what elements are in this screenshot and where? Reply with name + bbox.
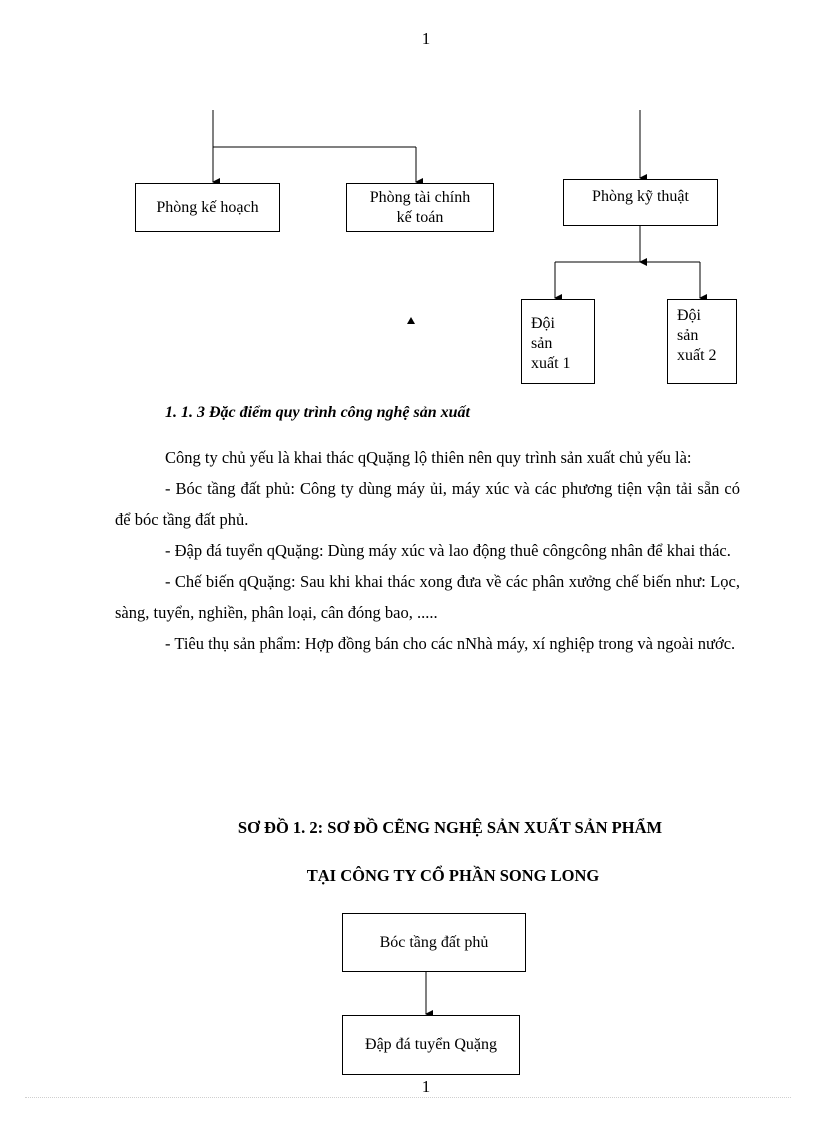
diagram-title-line1: SƠ ĐỒ 1. 2: SƠ ĐỒ CẼNG NGHỆ SẢN XUẤT SẢN PHẨM — [237, 818, 663, 837]
box-team2 — [667, 299, 737, 384]
box-step-crushing — [342, 1015, 520, 1075]
box-step-crushing-label: Đập đá tuyển Quặng — [365, 1036, 497, 1053]
box-technical — [563, 179, 718, 226]
paragraph-processing: - Chế biến qQuặng: Sau khi khai thác xong đưa về các phân xưởng chế biến như: Lọc, sàng, tuyển, nghiền, phân loại, cân đóng bao, ..... — [115, 572, 740, 622]
paragraph-sales: - Tiêu thụ sản phẩm: Hợp đồng bán cho các nNhà máy, xí nghiệp trong và ngoài nước. — [165, 634, 736, 653]
paragraph-crushing: - Đập đá tuyển qQuặng: Dùng máy xúc và lao động thuê côngcông nhân để khai thác. — [165, 541, 731, 560]
box-finance-line1: Phòng tài chính — [369, 188, 471, 206]
box-step-stripping-label: Bóc tầng đất phủ — [379, 933, 489, 951]
header-page-number: 1 — [421, 29, 431, 48]
footer-divider — [25, 1097, 791, 1098]
body-text — [115, 442, 740, 659]
paragraph-intro: Công ty chủ yếu là khai thác qQuặng lộ thiên nên quy trình sản xuất chủ yếu là: — [165, 448, 692, 467]
box-step-stripping — [342, 913, 526, 972]
stray-triangle-icon — [407, 317, 415, 324]
box-team2-line3: xuất 2 — [677, 347, 717, 364]
box-team1-line3: xuất 1 — [531, 355, 571, 372]
box-team1-line1: Đội — [531, 315, 555, 332]
diagram-title-line2: TẠI CÔNG TY CỔ PHẦN SONG LONG — [306, 866, 600, 885]
box-team2-line1: Đội — [677, 307, 701, 324]
box-team1 — [521, 299, 595, 384]
box-team1-line2: sản — [531, 335, 553, 352]
box-finance — [346, 183, 494, 232]
box-technical-label: Phòng kỹ thuật — [592, 188, 689, 205]
box-finance-line2: kế toán — [396, 208, 444, 226]
footer-page-number: 1 — [421, 1077, 431, 1096]
box-team2-line2: sản — [677, 327, 699, 344]
section-heading: 1. 1. 3 Đặc điểm quy trình công nghệ sản xuất — [165, 404, 470, 421]
box-planning-label: Phòng kế hoạch — [156, 198, 259, 216]
paragraph-stripping: - Bóc tầng đất phủ: Công ty dùng máy ủi, máy xúc và các phương tiện vận tải sẵn có để bóc tầng đất phủ. — [115, 479, 740, 529]
box-planning — [135, 183, 280, 232]
